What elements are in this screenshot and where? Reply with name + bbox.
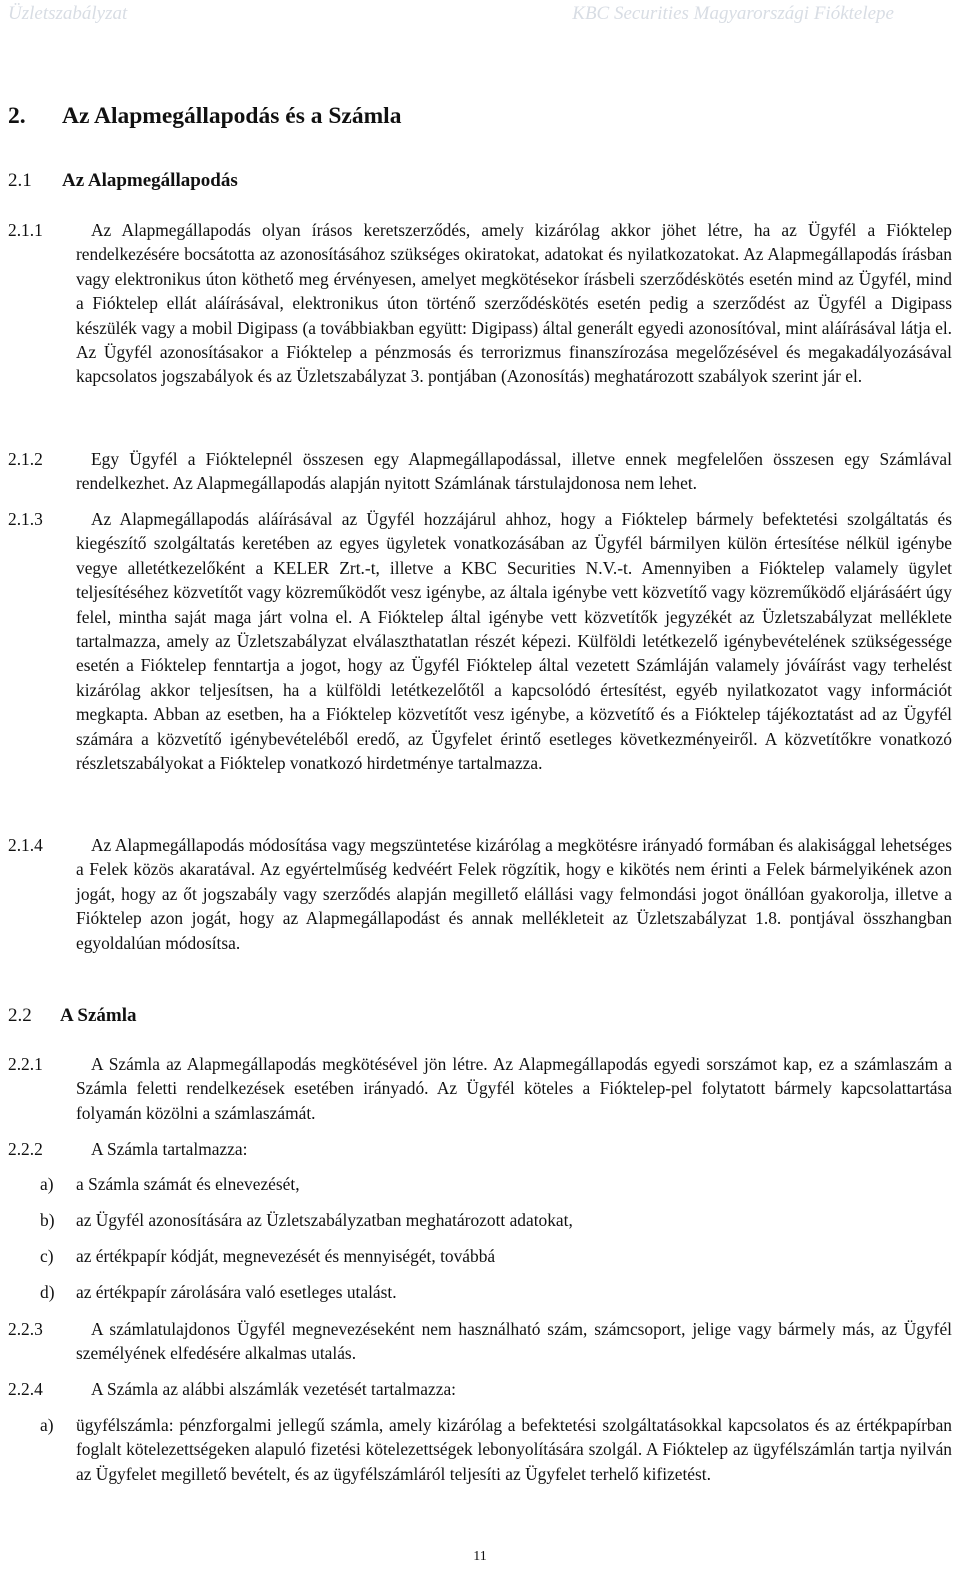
- paragraph-text: A Számla az Alapmegállapodás megkötésével jön létre. Az Alapmegállapodás egyedi sorszámot kap, ez a számlaszám a Számla feletti rendelkezések esetében irányadó. Az Ügyfél köteles a Fióktelep-pel folytatott bármely kapcsolattartása folyamán közölni a számlaszámát.: [76, 1054, 952, 1123]
- list-text: a Számla számát és elnevezését,: [76, 1174, 300, 1194]
- paragraph-number: 2.1.4: [8, 835, 43, 855]
- section-title: Az Alapmegállapodás és a Számla: [62, 103, 402, 129]
- paragraph-2-1-2: [8, 447, 952, 496]
- paragraph-2-2-2: [8, 1137, 952, 1161]
- subsection-heading-2-1: [8, 170, 238, 192]
- paragraph-2-1-1: [8, 218, 952, 389]
- subsection-number: 2.2: [8, 1005, 32, 1026]
- paragraph-number: 2.2.4: [8, 1379, 43, 1399]
- paragraph-number: 2.1.3: [8, 509, 43, 529]
- paragraph-text: A Számla az alábbi alszámlák vezetését tartalmazza:: [91, 1379, 457, 1399]
- paragraph-number: 2.1.1: [8, 220, 43, 240]
- list-letter: c): [40, 1246, 54, 1266]
- list-text: az értékpapír zárolására való esetleges utalást.: [76, 1282, 397, 1302]
- header-left: Üzletszabályzat: [8, 3, 128, 24]
- list-item: [40, 1244, 952, 1268]
- section-number: 2.: [8, 103, 26, 129]
- list-text: az Ügyfél azonosítására az Üzletszabályzatban meghatározott adatokat,: [76, 1210, 573, 1230]
- list-item: [40, 1280, 952, 1304]
- list-item: [40, 1208, 952, 1232]
- subsection-heading-2-2: [8, 1005, 137, 1027]
- subsection-title: Az Alapmegállapodás: [62, 170, 238, 191]
- paragraph-text: A Számla tartalmazza:: [91, 1139, 248, 1159]
- paragraph-text: Egy Ügyfél a Fióktelepnél összesen egy Alapmegállapodással, illetve ennek megfelelően összesen egy Számlával rendelkezhet. Az Alapmegállapodás alapján nyitott Számlának társtulajdonosa nem lehet.: [76, 449, 952, 494]
- list-item: [40, 1172, 952, 1196]
- paragraph-2-2-1: [8, 1052, 952, 1125]
- paragraph-2-2-4: [8, 1377, 952, 1401]
- running-header: [8, 0, 952, 30]
- paragraph-text: A számlatulajdonos Ügyfél megnevezéseként nem használható szám, számcsoport, jelige vagy bármely más, az Ügyfél személyének elfedésére alkalmas utalás.: [76, 1319, 952, 1364]
- list-text: ügyfélszámla: pénzforgalmi jellegű számla, amely kizárólag a befektetési szolgáltatásokkal kapcsolatos és az értékpapírban foglalt kötelezettségeken alapuló fizetési kötelezettségek lebonyolítására szolgál. A Fióktelep az ügyfélszámlán tartja nyilván az Ügyfelet megillető bevételt, és az ügyfélszámláról teljesíti az Ügyfelet terhelő kifizetést.: [76, 1415, 952, 1484]
- list-letter: a): [40, 1415, 54, 1435]
- list-letter: b): [40, 1210, 55, 1230]
- paragraph-2-2-3: [8, 1317, 952, 1366]
- list-letter: d): [40, 1282, 55, 1302]
- paragraph-number: 2.1.2: [8, 449, 43, 469]
- header-right: KBC Securities Magyarországi Fióktelepe: [572, 3, 894, 24]
- section-heading: [8, 103, 401, 130]
- paragraph-number: 2.2.3: [8, 1319, 43, 1339]
- paragraph-2-1-4: [8, 833, 952, 955]
- page-number: 11: [473, 1549, 487, 1564]
- subsection-title: A Számla: [60, 1005, 137, 1026]
- list-item: [40, 1413, 952, 1486]
- paragraph-text: Az Alapmegállapodás aláírásával az Ügyfél hozzájárul ahhoz, hogy a Fióktelep bármely befektetési szolgáltatás és kiegészítő szolgáltatás keretében az egyes ügyletek vonatkozásában az Ügyfél bármilyen külön értesítése nélkül igénybe vegye alletétkezelőként a KELER Zrt.-t, illetve a KBC Securities N.V.-t. Amennyiben a Fióktelep valamely ügylet teljesítéséhez közvetítőt vagy közreműködőt vesz igénybe, az általa igénybe vett közvetítő vagy közreműködő eljárásáért úgy felel, mintha saját maga járt volna el. A Fióktelep által igénybe vett közvetítők jegyzékét az Üzletszabályzat melléklete tartalmazza, amely az Üzletszabályzat elválaszthatatlan részét képezi. Külföldi letétkezelő igénybevételének szükségessége esetén a Fióktelep fenntartja a jogot, hogy az Ügyfél Fióktelep által vezetett Számláján valamely jóváírást vagy terhelést kizárólag akkor teljesítsen, ha a külföldi letétkezelőtől a kapcsolódó értesítést, egyéb nyilatkozatot vagy információt megkapta. Abban az esetben, ha a Fióktelep közvetítőt vesz igénybe, a közvetítő és a Fióktelep tájékoztatást ad az Ügyfél számára a közvetítő igénybevételéből eredő, az Ügyfelet érintő esetleges következményeiről. A közvetítőkre vonatkozó részletszabályokat a Fióktelep vonatkozó hirdetménye tartalmazza.: [76, 509, 952, 774]
- list-text: az értékpapír kódját, megnevezését és mennyiségét, továbbá: [76, 1246, 496, 1266]
- paragraph-number: 2.2.2: [8, 1139, 43, 1159]
- paragraph-2-1-3: [8, 507, 952, 775]
- list-letter: a): [40, 1174, 54, 1194]
- paragraph-text: Az Alapmegállapodás olyan írásos keretszerződés, amely kizárólag akkor jöhet létre, ha az Ügyfél a Fióktelep rendelkezésére bocsátotta az azonosításához szükséges okiratokat, adatokat és nyilatkozatokat. Az Alapmegállapodás írásban vagy elektronikus úton köthető meg érvényesen, amelyet megkötésekor írásbeli szerződéskötés esetén mind az Ügyfél, mind a Fióktelep ellát aláírásával, elektronikus úton történő szerződéskötés esetén pedig a szerződést az Ügyfél a Digipass készülék vagy a mobil Digipass (a továbbiakban együtt: Digipass) által generált egyedi azonosítóval, mint aláírásával látja el. Az Ügyfél azonosításakor a Fióktelep a pénzmosás és terrorizmus finanszírozása megelőzésével és megakadályozásával kapcsolatos jogszabályok és az Üzletszabályzat 3. pontjában (Azonosítás) meghatározott szabályok szerint jár el.: [76, 220, 952, 387]
- paragraph-number: 2.2.1: [8, 1054, 43, 1074]
- subsection-number: 2.1: [8, 170, 32, 191]
- paragraph-text: Az Alapmegállapodás módosítása vagy megszüntetése kizárólag a megkötésre irányadó formában és alakisággal lehetséges a Felek közös akaratával. Az egyértelműség kedvéért Felek rögzítik, hogy e kikötés nem érinti a Felek bármelyikének azon jogát, hogy az őt jogszabály vagy szerződés alapján megillető elállási vagy felmondási jogot önállóan gyakorolja, illetve a Fióktelep azon jogát, hogy az Alapmegállapodást és annak mellékleteit az Üzletszabályzat 1.8. pontjával összhangban egyoldalúan módosítsa.: [76, 835, 952, 953]
